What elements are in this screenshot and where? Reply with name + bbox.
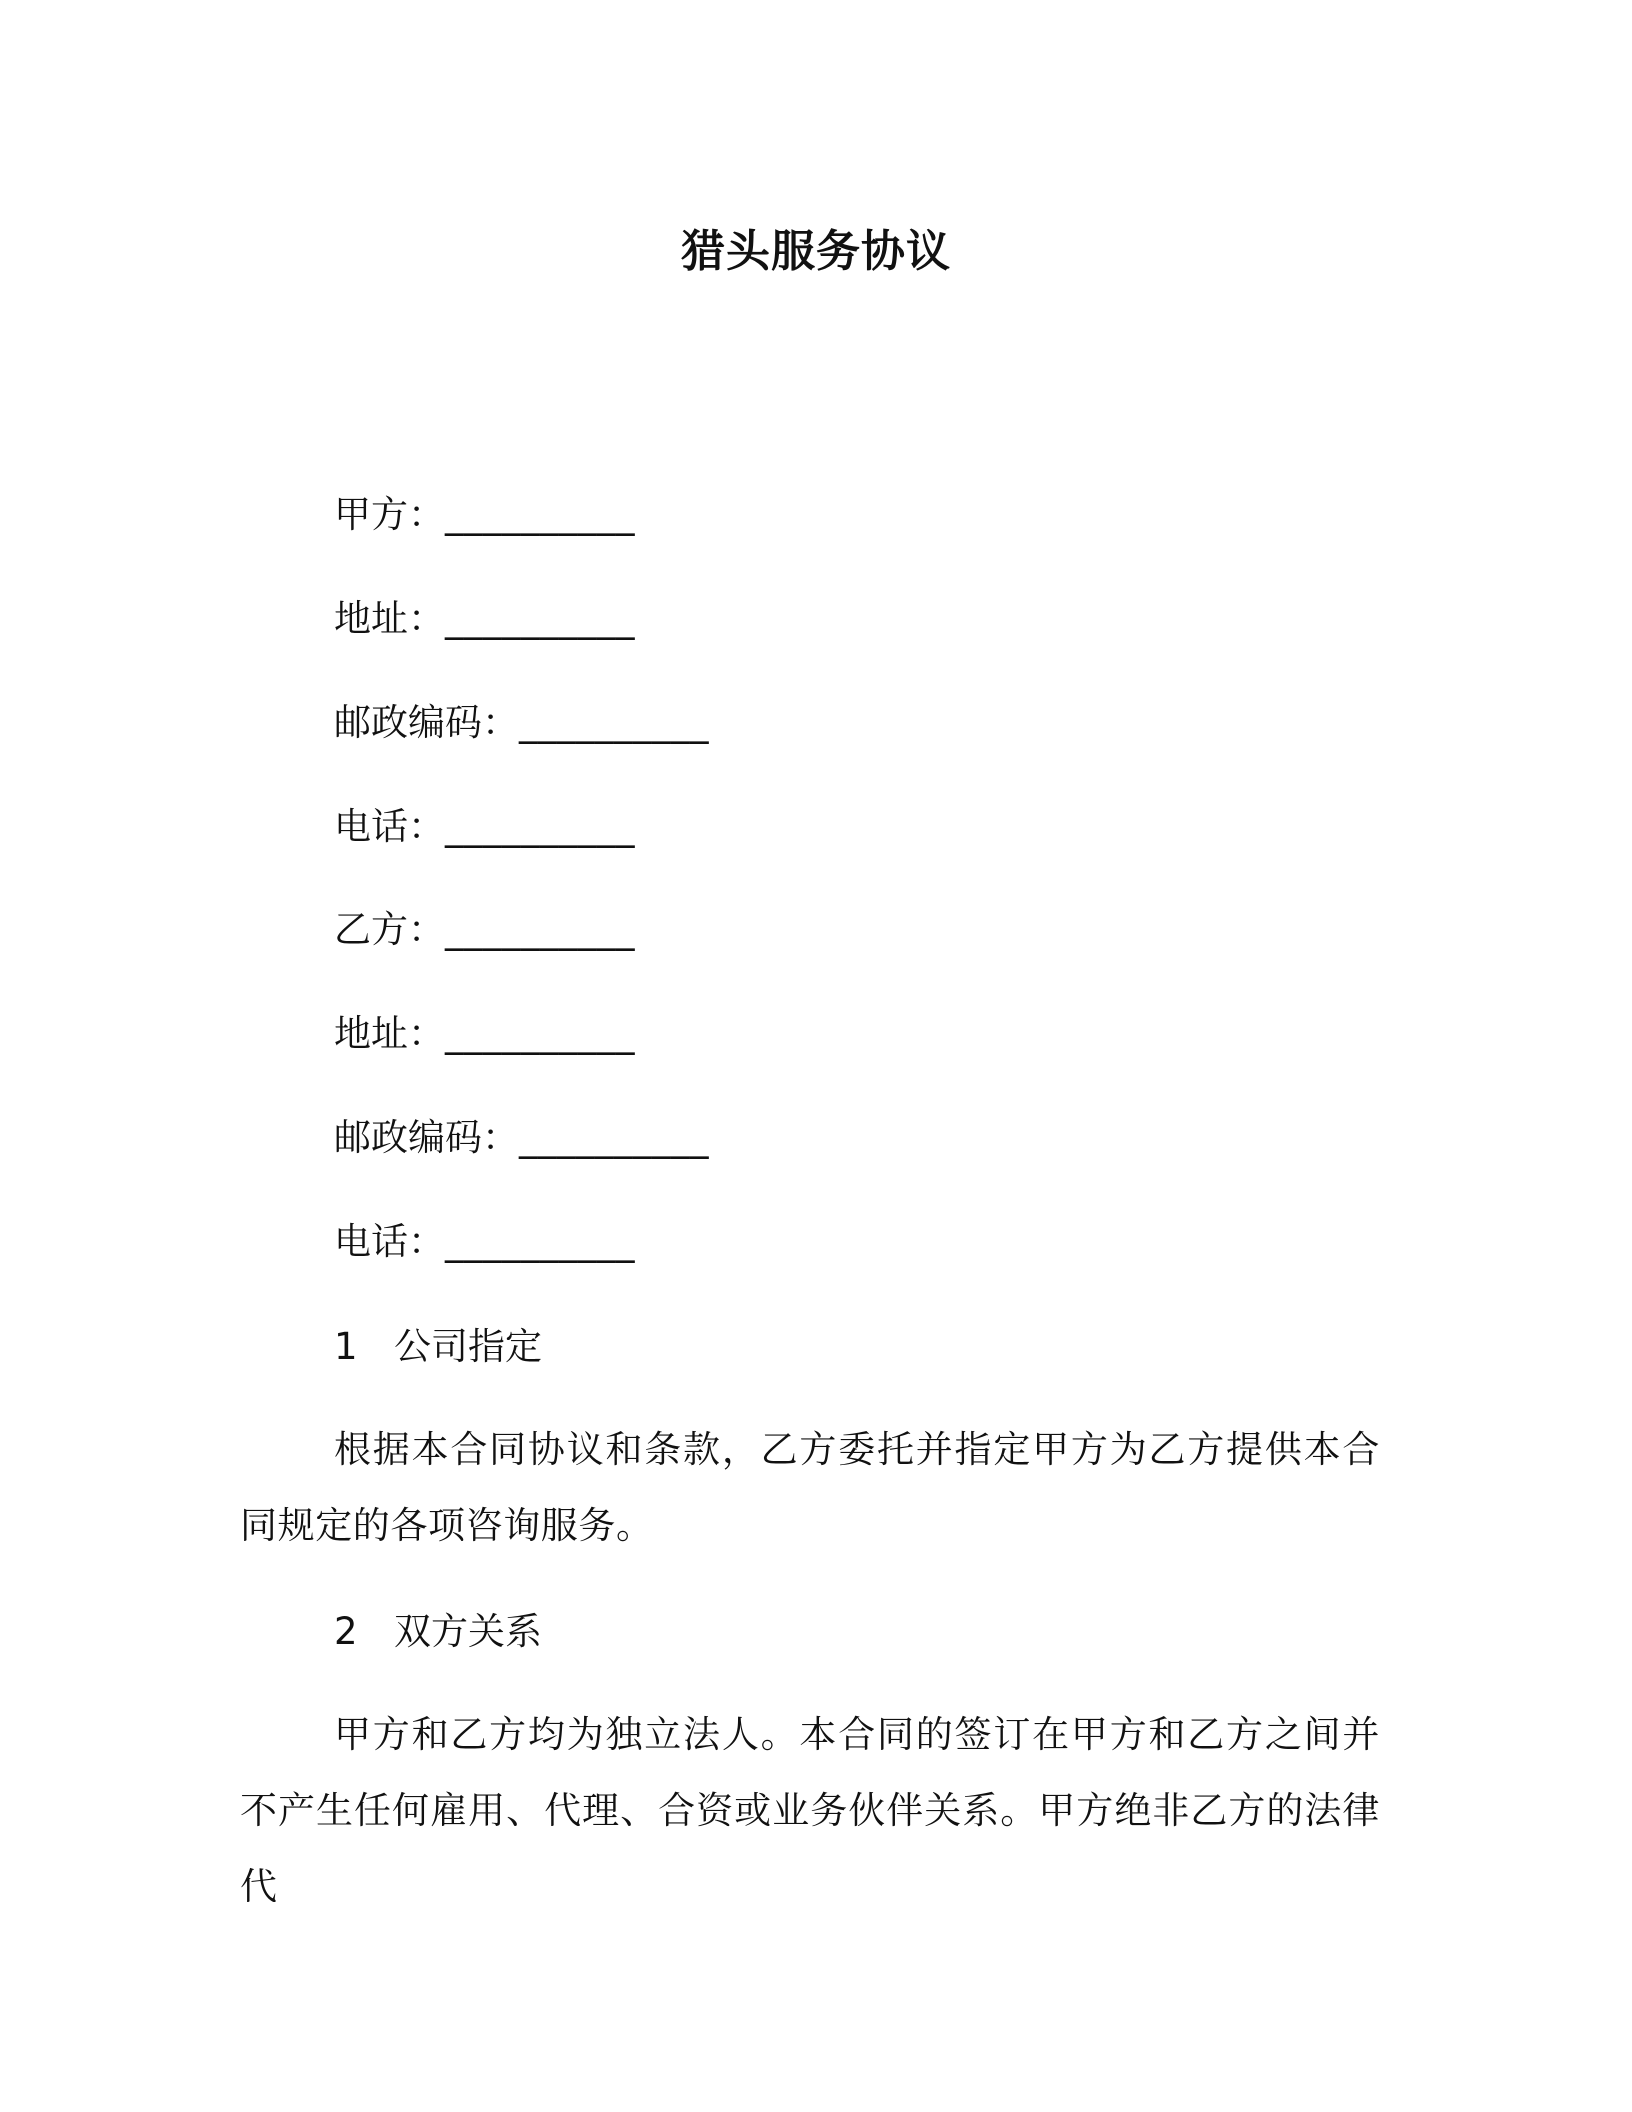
field-label: 电话 <box>334 1220 408 1263</box>
fill-in-blank: __________ <box>519 701 709 744</box>
field-label: 甲方 <box>334 493 408 536</box>
colon: ： <box>408 597 445 640</box>
field-label: 乙方 <box>334 908 408 951</box>
field-label: 邮政编码 <box>334 701 482 744</box>
section-number: 2 <box>334 1610 358 1653</box>
fill-in-blank: __________ <box>445 493 635 536</box>
party-b-phone-field <box>334 1217 635 1267</box>
section-2-heading <box>334 1607 542 1657</box>
colon: ： <box>408 493 445 536</box>
section-1-heading <box>334 1322 542 1372</box>
field-label: 邮政编码 <box>334 1116 482 1159</box>
fill-in-blank: __________ <box>445 908 635 951</box>
colon: ： <box>482 1116 519 1159</box>
field-label: 地址 <box>334 597 408 640</box>
party-a-name-field <box>334 490 635 540</box>
fill-in-blank: __________ <box>445 805 635 848</box>
party-b-name-field <box>334 905 635 955</box>
colon: ： <box>408 1012 445 1055</box>
section-title: 双方关系 <box>394 1610 542 1653</box>
party-a-postcode-field <box>334 698 709 748</box>
section-number: 1 <box>334 1325 358 1368</box>
party-a-address-field <box>334 594 635 644</box>
fill-in-blank: __________ <box>445 1220 635 1263</box>
fill-in-blank: __________ <box>519 1116 709 1159</box>
colon: ： <box>408 1220 445 1263</box>
fill-in-blank: __________ <box>445 1012 635 1055</box>
section-2-body: 甲方和乙方均为独立法人。本合同的签订在甲方和乙方之间并不产生任何雇用、代理、合资或业务伙伴关系。甲方绝非乙方的法律代 <box>240 1713 1380 1908</box>
field-label: 电话 <box>334 805 408 848</box>
colon: ： <box>408 908 445 951</box>
document-title: 猎头服务协议 <box>681 226 951 277</box>
fill-in-blank: __________ <box>445 597 635 640</box>
party-b-address-field <box>334 1009 635 1059</box>
field-label: 地址 <box>334 1012 408 1055</box>
colon: ： <box>408 805 445 848</box>
party-a-phone-field <box>334 802 635 852</box>
party-b-postcode-field <box>334 1113 709 1163</box>
section-title: 公司指定 <box>394 1325 542 1368</box>
colon: ： <box>482 701 519 744</box>
section-1-body: 根据本合同协议和条款，乙方委托并指定甲方为乙方提供本合同规定的各项咨询服务。 <box>240 1428 1380 1547</box>
